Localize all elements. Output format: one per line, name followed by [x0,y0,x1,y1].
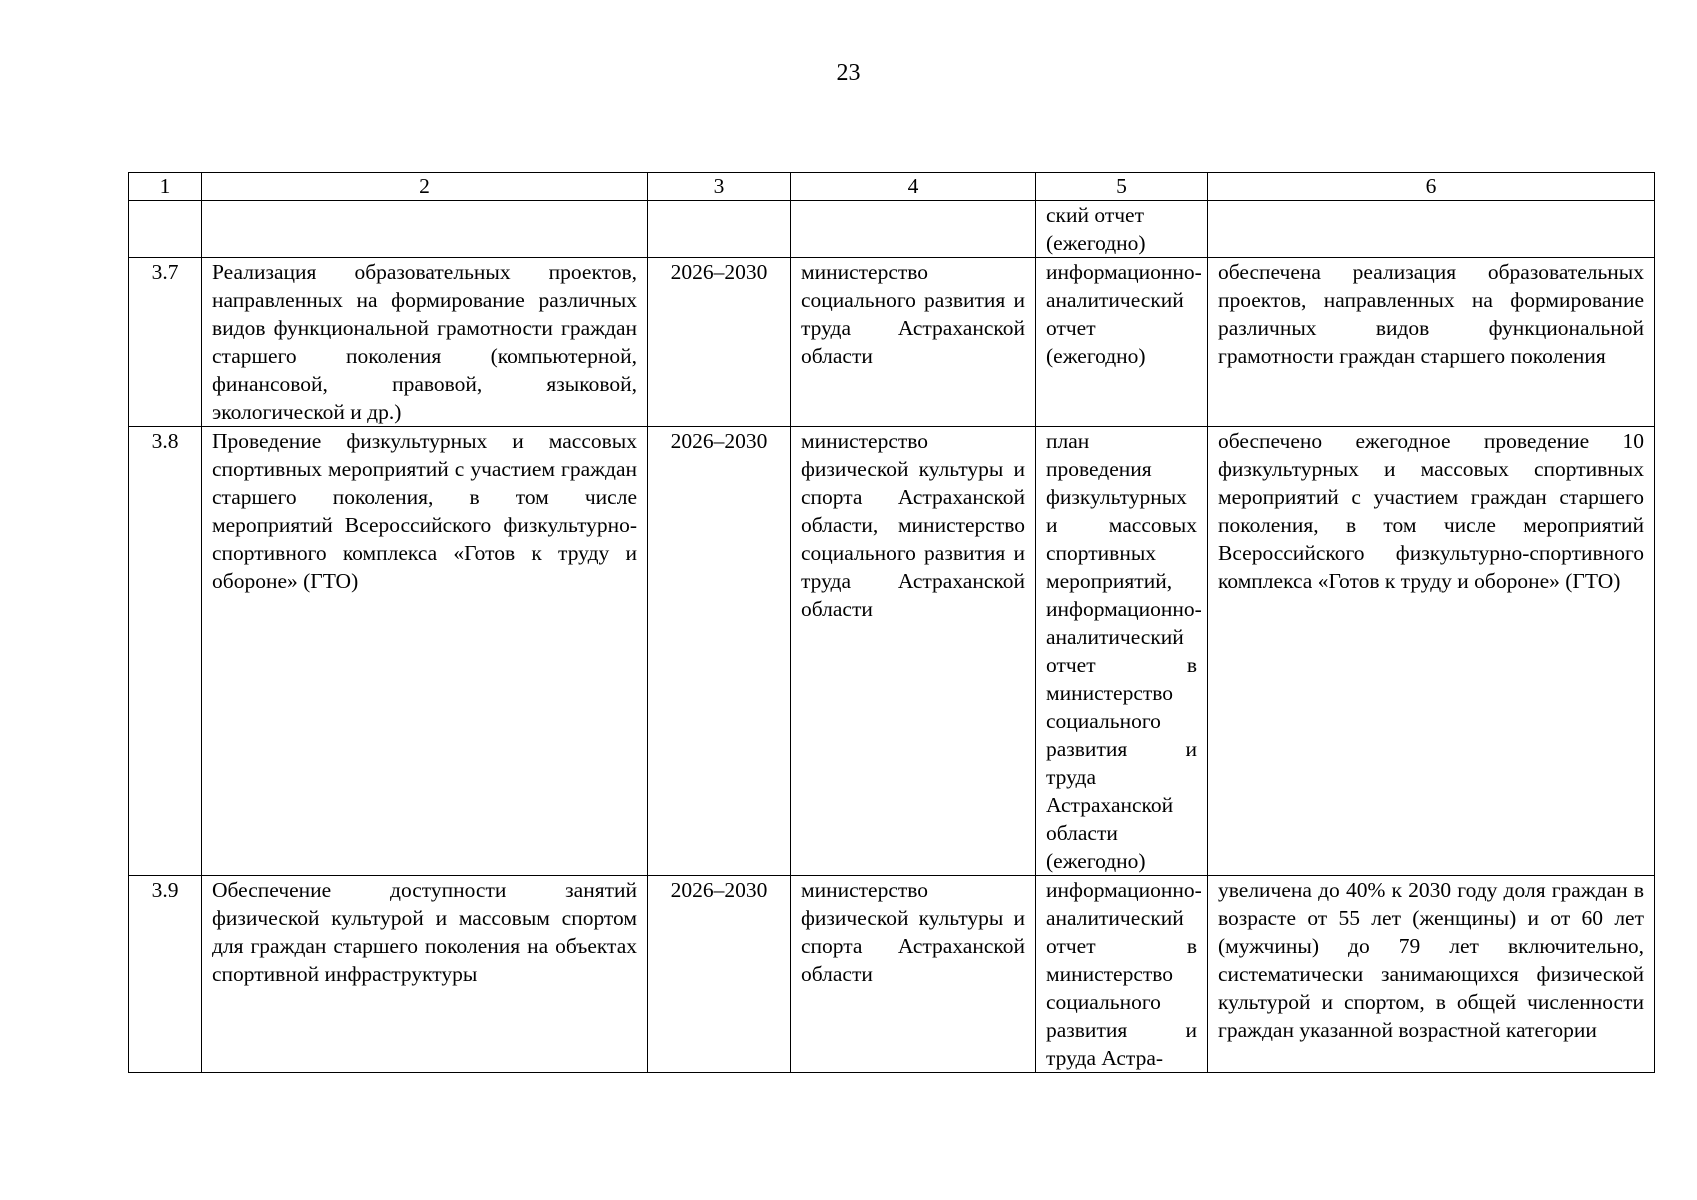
activity-cell: Обеспечение доступности занятий физической культурой и массовым спортом для граждан старшего поколения на объектах спортивной инфраструктуры [202,876,648,1073]
table-header-row [129,173,1655,201]
num-cell [129,201,202,258]
table-row-continuation [129,201,1655,258]
header-cell: 5 [1036,173,1208,201]
header-cell: 1 [129,173,202,201]
result-cell [1208,201,1655,258]
report-cell: ский отчет (ежегодно) [1036,201,1208,258]
header-cell: 6 [1208,173,1655,201]
header-cell: 4 [791,173,1036,201]
num-cell: 3.9 [129,876,202,1073]
activity-cell: Реализация образовательных проектов, направленных на формирование различных видов функциональной грамотности граждан старшего поколения (компьютерной, финансовой, правовой, языковой, экологической и др.) [202,258,648,427]
executor-cell [791,201,1036,258]
period-cell: 2026–2030 [648,427,791,876]
report-cell: план проведения физкультурных и массовых спортивных мероприятий, информационно-аналитический отчет в министерство социального развития и труда Астраханской области (ежегодно) [1036,427,1208,876]
executor-cell: министерство физической культуры и спорта Астраханской области [791,876,1036,1073]
period-cell: 2026–2030 [648,876,791,1073]
executor-cell: министерство физической культуры и спорта Астраханской области, министерство социального развития и труда Астраханской области [791,427,1036,876]
activity-cell: Проведение физкультурных и массовых спортивных мероприятий с участием граждан старшего поколения, в том числе мероприятий Всероссийского физкультурно-спортивного комплекса «Готов к труду и обороне» (ГТО) [202,427,648,876]
table-row [129,427,1655,876]
table-row [129,876,1655,1073]
num-cell: 3.8 [129,427,202,876]
measures-table [128,172,1655,1073]
executor-cell: министерство социального развития и труда Астраханской области [791,258,1036,427]
num-cell: 3.7 [129,258,202,427]
period-cell [648,201,791,258]
result-cell: обеспечено ежегодное проведение 10 физкультурных и массовых спортивных мероприятий с участием граждан старшего поколения, в том числе мероприятий Всероссийского физкультурно-спортивного комплекса «Готов к труду и обороне» (ГТО) [1208,427,1655,876]
report-cell: информационно-аналитический отчет (ежегодно) [1036,258,1208,427]
result-cell: увеличена до 40% к 2030 году доля граждан в возрасте от 55 лет (женщины) и от 60 лет (мужчины) до 79 лет включительно, систематически занимающихся физической культурой и спортом, в общей численности граждан указанной возрастной категории [1208,876,1655,1073]
page-number: 23 [836,60,861,86]
header-cell: 2 [202,173,648,201]
header-cell: 3 [648,173,791,201]
activity-cell [202,201,648,258]
report-cell: информационно-аналитический отчет в министерство социального развития и труда Астра- [1036,876,1208,1073]
result-cell: обеспечена реализация образовательных проектов, направленных на формирование различных видов функциональной грамотности граждан старшего поколения [1208,258,1655,427]
period-cell: 2026–2030 [648,258,791,427]
table-row [129,258,1655,427]
